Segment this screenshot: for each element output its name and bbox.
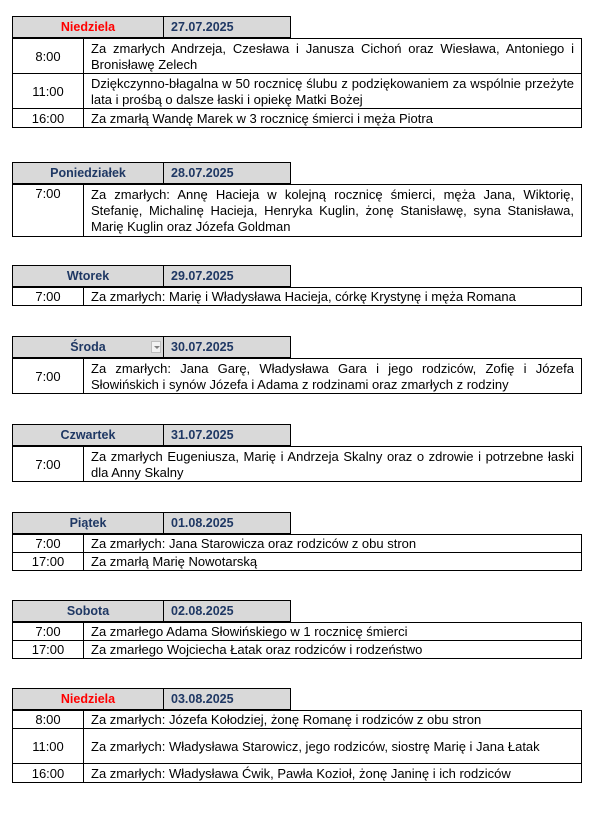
mass-table [12, 622, 582, 659]
mass-time[interactable]: 7:00 [13, 185, 84, 237]
mass-time[interactable]: 7:00 [13, 359, 84, 394]
mass-intention[interactable]: Za zmarłych: Jana Garę, Władysława Gara i jego rodziców, Zofię i Józefa Słowińskich i synów Józefa i Adama z rodzinami oraz zmarłych z rodziny [84, 359, 582, 394]
mass-intention[interactable]: Za zmarłych Andrzeja, Czesława i Janusza Cichoń oraz Wiesława, Antoniego i Bronisławę Zelech [84, 39, 582, 74]
day-name-cell[interactable]: Czwartek [12, 424, 164, 446]
day-date-cell[interactable]: 27.07.2025 [163, 16, 291, 38]
table-row [13, 729, 582, 764]
day-date-cell[interactable]: 02.08.2025 [163, 600, 291, 622]
mass-time[interactable]: 7:00 [13, 288, 84, 306]
day-header [12, 512, 582, 534]
day-name-cell[interactable]: Poniedziałek [12, 162, 164, 184]
day-date-cell[interactable]: 30.07.2025 [163, 336, 291, 358]
day-header [12, 162, 582, 184]
day-name-cell[interactable]: Wtorek [12, 265, 164, 287]
day-block-thursday [12, 424, 582, 482]
day-header [12, 600, 582, 622]
table-row [13, 553, 582, 571]
day-header [12, 336, 582, 358]
mass-table [12, 184, 582, 237]
mass-table [12, 358, 582, 394]
table-row [13, 535, 582, 553]
table-row [13, 74, 582, 109]
day-date-cell[interactable]: 28.07.2025 [163, 162, 291, 184]
day-header [12, 688, 582, 710]
day-block-friday [12, 512, 582, 571]
mass-time[interactable]: 8:00 [13, 711, 84, 729]
mass-time[interactable]: 11:00 [13, 729, 84, 764]
mass-intention[interactable]: Za zmarłą Wandę Marek w 3 rocznicę śmierci i męża Piotra [84, 109, 582, 128]
day-date-cell[interactable]: 03.08.2025 [163, 688, 291, 710]
mass-time[interactable]: 8:00 [13, 39, 84, 74]
mass-time[interactable]: 17:00 [13, 641, 84, 659]
table-row [13, 109, 582, 128]
day-name-cell[interactable]: Piątek [12, 512, 164, 534]
mass-intention[interactable]: Za zmarłego Wojciecha Łatak oraz rodziców i rodzeństwo [84, 641, 582, 659]
mass-time[interactable]: 16:00 [13, 109, 84, 128]
mass-intention[interactable]: Za zmarłych: Jana Starowicza oraz rodziców z obu stron [84, 535, 582, 553]
mass-time[interactable]: 7:00 [13, 447, 84, 482]
mass-table [12, 446, 582, 482]
mass-intention[interactable]: Dziękczynno-błagalna w 50 rocznicę ślubu z podziękowaniem za wspólnie przeżyte lata i prośbą o dalsze łaski i opiekę Matki Bożej [84, 74, 582, 109]
day-name-cell[interactable]: Niedziela [12, 16, 164, 38]
day-block-wednesday [12, 336, 582, 394]
table-row [13, 711, 582, 729]
mass-table [12, 534, 582, 571]
table-row [13, 359, 582, 394]
mass-intention[interactable]: Za zmarłych: Władysława Starowicz, jego rodziców, siostrę Marię i Jana Łatak [84, 729, 582, 764]
table-row [13, 185, 582, 237]
day-block-tuesday [12, 265, 582, 306]
mass-table [12, 38, 582, 128]
table-row [13, 623, 582, 641]
mass-time[interactable]: 7:00 [13, 623, 84, 641]
day-date-cell[interactable]: 01.08.2025 [163, 512, 291, 534]
mass-time[interactable]: 7:00 [13, 535, 84, 553]
day-block-sunday-2 [12, 688, 582, 783]
day-name-cell[interactable] [12, 336, 164, 358]
mass-table [12, 710, 582, 783]
mass-intention[interactable]: Za zmarłych: Annę Hacieja w kolejną rocznicę śmierci, męża Jana, Wiktorię, Stefanię, Michalinę Hacieja, Henryka Kuglin, żonę Stanisławę, syna Stanisława, Marię Kuglin oraz Józefa Goldman [84, 185, 582, 237]
day-block-sunday-1 [12, 16, 582, 128]
day-name-text: Środa [70, 340, 106, 354]
mass-time[interactable]: 16:00 [13, 764, 84, 783]
mass-intention[interactable]: Za zmarłego Adama Słowińskiego w 1 rocznicę śmierci [84, 623, 582, 641]
mass-intention[interactable]: Za zmarłych Eugeniusza, Marię i Andrzeja Skalny oraz o zdrowie i potrzebne łaski dla Anny Skalny [84, 447, 582, 482]
day-header [12, 265, 582, 287]
day-block-saturday [12, 600, 582, 659]
mass-time[interactable]: 17:00 [13, 553, 84, 571]
table-row [13, 288, 582, 306]
day-date-cell[interactable]: 31.07.2025 [163, 424, 291, 446]
mass-table [12, 287, 582, 306]
mass-intention[interactable]: Za zmarłą Marię Nowotarską [84, 553, 582, 571]
table-row [13, 39, 582, 74]
table-row [13, 447, 582, 482]
day-name-cell[interactable]: Niedziela [12, 688, 164, 710]
day-header [12, 16, 582, 38]
mass-intention[interactable]: Za zmarłych: Józefa Kołodziej, żonę Romanę i rodziców z obu stron [84, 711, 582, 729]
day-name-cell[interactable]: Sobota [12, 600, 164, 622]
day-date-cell[interactable]: 29.07.2025 [163, 265, 291, 287]
table-row [13, 641, 582, 659]
mass-intention[interactable]: Za zmarłych: Władysława Ćwik, Pawła Kozioł, żonę Janinę i ich rodziców [84, 764, 582, 783]
dropdown-arrow-icon[interactable] [151, 341, 161, 353]
day-block-monday [12, 162, 582, 237]
mass-intention[interactable]: Za zmarłych: Marię i Władysława Hacieja, córkę Krystynę i męża Romana [84, 288, 582, 306]
day-header [12, 424, 582, 446]
mass-time[interactable]: 11:00 [13, 74, 84, 109]
table-row [13, 764, 582, 783]
